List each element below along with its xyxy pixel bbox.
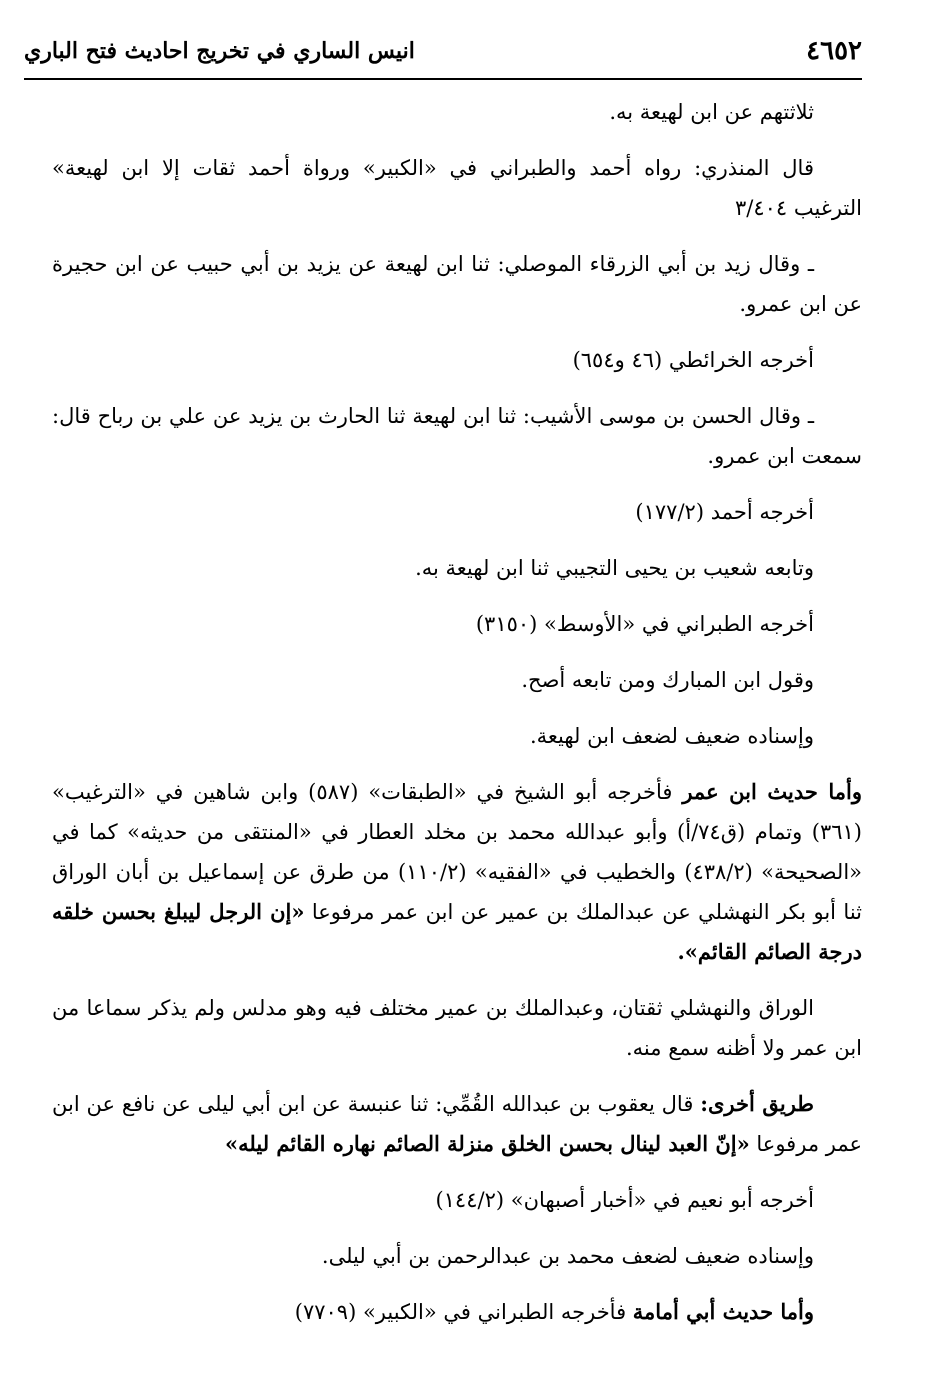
header-rule [24,78,862,80]
paragraph-5: ـ وقال الحسن بن موسى الأشيب: ثنا ابن لهيعة ثنا الحارث بن يزيد عن علي بن رباح قال: سمعت ابن عمرو. [52,404,862,468]
paragraph-14: أخرجه أبو نعيم في «أخبار أصبهان» (١٤٤/٢) [435,1188,814,1212]
paragraph-12: الوراق والنهشلي ثقتان، وعبدالملك بن عمير مختلف فيه وهو مدلس ولم يذكر سماعا من ابن عمر ولا أظنه سمع منه. [52,996,862,1060]
paragraph-1: ثلاثتهم عن ابن لهيعة به. [609,100,814,124]
paragraph-6: أخرجه أحمد (١٧٧/٢) [635,500,814,524]
page-header [24,36,862,78]
paragraph-3: ـ وقال زيد بن أبي الزرقاء الموصلي: ثنا ابن لهيعة عن يزيد بن أبي حبيب عن ابن حجيرة عن ابن عمرو. [52,252,862,316]
paragraph-4: أخرجه الخرائطي (٤٦ و٦٥٤) [572,348,814,372]
paragraph-text: فأخرجه أبو الشيخ في «الطبقات» (٥٨٧) وابن شاهين في «الترغيب» (٣٦١) وتمام (ق٧٤/أ) وأبو عبدالله محمد بن مخلد العطار في «المنتقى من حديثه» كما في «الصحيحة» (٤٣٨/٢) والخطيب في «الفقيه» (١١٠/٢) من طرق عن إسماعيل بن أبان الوراق ثنا أبو بكر النهشلي عن عبدالملك بن عمير عن ابن عمر مرفوعا [52,780,863,924]
paragraph-11 [52,772,862,972]
paragraph-text: قال يعقوب بن عبدالله القُمِّي: ثنا عنبسة عن ابن أبي ليلى عن نافع عن ابن عمر مرفوعا [52,1092,862,1156]
page-number: ٤٦٥٢ [806,36,862,66]
paragraph-13 [52,1084,862,1164]
paragraph-9: وقول ابن المبارك ومن تابعه أصح. [521,668,814,692]
paragraph-8: أخرجه الطبراني في «الأوسط» (٣١٥٠) [475,612,814,636]
bold-lead: وأما حديث ابن عمر [682,779,862,804]
running-title: انيس الساري في تخريج احاديث فتح الباري [24,38,415,64]
paragraph-15: وإسناده ضعيف لضعف محمد بن عبدالرحمن بن أبي ليلى. [321,1244,814,1268]
bold-lead: وأما حديث أبي أمامة [632,1299,814,1324]
paragraph-16 [52,1292,862,1332]
paragraph-2: قال المنذري: رواه أحمد والطبراني في «الكبير» ورواة أحمد ثقات إلا ابن لهيعة» الترغيب ٣/٤٠٤ [52,156,862,220]
bold-lead: طريق أخرى: [700,1091,814,1116]
hadith-quote: «إن الرجل ليبلغ بحسن خلقه درجة الصائم القائم». [52,899,862,964]
hadith-quote: «إنّ العبد لينال بحسن الخلق منزلة الصائم نهاره القائم ليله» [225,1131,750,1156]
page-body [52,92,862,1348]
paragraph-10: وإسناده ضعيف لضعف ابن لهيعة. [529,724,814,748]
paragraph-text: فأخرجه الطبراني في «الكبير» (٧٧٠٩) [294,1300,633,1324]
paragraph-7: وتابعه شعيب بن يحيى التجيبي ثنا ابن لهيعة به. [415,556,814,580]
